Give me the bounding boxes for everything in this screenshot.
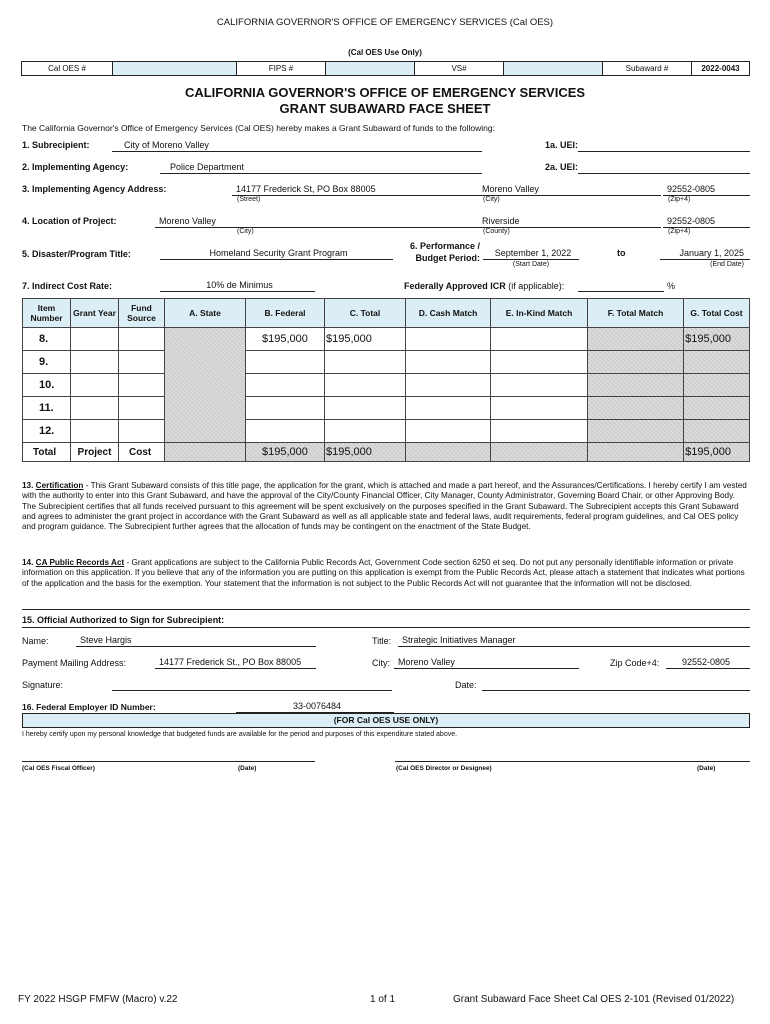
location-city-field[interactable]: Moreno Valley bbox=[155, 216, 480, 228]
col-grant-year: Grant Year bbox=[71, 299, 119, 328]
row-inkind-match[interactable] bbox=[491, 328, 588, 351]
form-title-line1: CALIFORNIA GOVERNOR'S OFFICE OF EMERGENCY SERVICES bbox=[184, 85, 586, 100]
row-cash-match[interactable] bbox=[406, 374, 491, 397]
row-inkind-match[interactable] bbox=[491, 420, 588, 443]
vs-field[interactable] bbox=[504, 62, 603, 76]
table-row bbox=[23, 351, 750, 374]
row-federal[interactable] bbox=[246, 420, 325, 443]
subrecipient-label: 1. Subrecipient: bbox=[22, 140, 90, 150]
row-total-cost bbox=[684, 420, 750, 443]
footer-page-number: 1 of 1 bbox=[370, 994, 396, 1005]
row-inkind-match[interactable] bbox=[491, 397, 588, 420]
row-grant-year[interactable] bbox=[71, 328, 119, 351]
date-caption-2: (Date) bbox=[697, 765, 716, 772]
icr-note: (if applicable): bbox=[508, 281, 565, 291]
street-caption: (Street) bbox=[237, 196, 261, 203]
row-federal[interactable]: $195,000 bbox=[246, 328, 325, 351]
title-field[interactable]: Strategic Initiatives Manager bbox=[398, 635, 750, 647]
program-label: 5. Disaster/Program Title: bbox=[22, 249, 131, 259]
uei1-label: 1a. UEI: bbox=[545, 140, 579, 150]
budget-header-row bbox=[23, 299, 750, 328]
col-state: A. State bbox=[165, 299, 246, 328]
records-paragraph bbox=[22, 558, 750, 589]
total-cash-match bbox=[406, 443, 491, 462]
records-number: 14. bbox=[22, 558, 36, 567]
certification-paragraph bbox=[22, 481, 750, 532]
zip-label: Zip Code+4: bbox=[610, 658, 660, 668]
row-inkind-match[interactable] bbox=[491, 351, 588, 374]
row-total-cost bbox=[684, 397, 750, 420]
cal-oes-num-label: Cal OES # bbox=[22, 62, 113, 76]
cal-oes-num-field[interactable] bbox=[113, 62, 237, 76]
cal-oes-use-table bbox=[21, 61, 750, 76]
row-grant-year[interactable] bbox=[71, 374, 119, 397]
title-label: Title: bbox=[372, 636, 392, 646]
col-cash-match: D. Cash Match bbox=[406, 299, 491, 328]
cost-label: Cost bbox=[119, 443, 165, 462]
address-city-field[interactable]: Moreno Valley bbox=[478, 184, 661, 196]
row-total[interactable] bbox=[325, 374, 406, 397]
table-row bbox=[23, 328, 750, 351]
row-item: 8. bbox=[23, 328, 71, 351]
certification-number: 13. bbox=[22, 481, 36, 490]
indirect-field[interactable]: 10% de Minimus bbox=[160, 280, 315, 292]
row-cash-match[interactable] bbox=[406, 420, 491, 443]
row-total-cost bbox=[684, 351, 750, 374]
name-field[interactable]: Steve Hargis bbox=[76, 635, 316, 647]
address-label: 3. Implementing Agency Address: bbox=[22, 184, 167, 194]
icr-field[interactable] bbox=[578, 280, 664, 292]
indirect-label: 7. Indirect Cost Rate: bbox=[22, 281, 113, 291]
performance-label: 6. Performance / bbox=[409, 241, 480, 251]
to-label: to bbox=[617, 248, 626, 258]
location-city-caption: (City) bbox=[237, 228, 254, 235]
intro-text: The California Governor's Office of Emergency Services (Cal OES) hereby makes a Grant Subaward of funds to the following: bbox=[22, 123, 495, 133]
records-title: CA Public Records Act bbox=[35, 558, 125, 567]
director-caption: (Cal OES Director or Designee) bbox=[396, 765, 492, 772]
col-total-match: F. Total Match bbox=[588, 299, 684, 328]
row-total-match bbox=[588, 328, 684, 351]
vs-label: VS# bbox=[415, 62, 504, 76]
total-label: Total bbox=[23, 443, 71, 462]
footer-form-id: FY 2022 HSGP FMFW (Macro) v.22 bbox=[18, 994, 178, 1005]
fein-label: 16. Federal Employer ID Number: bbox=[22, 702, 156, 712]
state-column-shaded bbox=[165, 328, 246, 443]
start-date-field[interactable]: September 1, 2022 bbox=[483, 248, 579, 260]
date-caption-1: (Date) bbox=[238, 765, 257, 772]
icr-label-group bbox=[404, 281, 564, 291]
agency-field[interactable]: Police Department bbox=[160, 162, 482, 174]
start-date-caption: (Start Date) bbox=[512, 261, 550, 268]
row-total[interactable]: $195,000 bbox=[325, 328, 406, 351]
date-label: Date: bbox=[455, 680, 477, 690]
row-total[interactable] bbox=[325, 351, 406, 374]
zip-caption: (Zip+4) bbox=[668, 196, 691, 203]
date-field[interactable] bbox=[482, 679, 750, 691]
total-total: $195,000 bbox=[325, 443, 406, 462]
name-label: Name: bbox=[22, 636, 49, 646]
agency-heading: CALIFORNIA GOVERNOR'S OFFICE OF EMERGENCY SERVICES (Cal OES) bbox=[216, 17, 554, 28]
footer-form-title: Grant Subaward Face Sheet Cal OES 2-101 (Revised 01/2022) bbox=[453, 994, 735, 1005]
row-total-match bbox=[588, 420, 684, 443]
program-field[interactable]: Homeland Security Grant Program bbox=[160, 248, 393, 260]
row-cash-match[interactable] bbox=[406, 397, 491, 420]
director-signature-line bbox=[395, 761, 750, 762]
signature-label: Signature: bbox=[22, 680, 64, 690]
total-federal: $195,000 bbox=[246, 443, 325, 462]
mailing-label: Payment Mailing Address: bbox=[22, 658, 127, 668]
table-row bbox=[23, 397, 750, 420]
mailing-field[interactable]: 14177 Frederick St., PO Box 88005 bbox=[155, 657, 316, 669]
row-cash-match[interactable] bbox=[406, 351, 491, 374]
row-fund-source[interactable] bbox=[119, 374, 165, 397]
city-field[interactable]: Moreno Valley bbox=[394, 657, 579, 669]
total-total-match bbox=[588, 443, 684, 462]
address-zip-field[interactable]: 92552-0805 bbox=[663, 184, 750, 196]
agency-label: 2. Implementing Agency: bbox=[22, 162, 129, 172]
certify-statement: I hereby certify upon my personal knowledge that budgeted funds are available for the period and purposes of this expenditure stated above. bbox=[22, 731, 458, 738]
col-inkind-match: E. In-Kind Match bbox=[491, 299, 588, 328]
col-item-number: Item Number bbox=[23, 299, 71, 328]
address-street-field[interactable]: 14177 Frederick St, PO Box 88005 bbox=[232, 184, 482, 196]
icr-percent: % bbox=[667, 281, 676, 291]
budget-period-label: Budget Period: bbox=[415, 253, 480, 263]
location-zip-field[interactable]: 92552-0805 bbox=[663, 216, 750, 228]
col-federal: B. Federal bbox=[246, 299, 325, 328]
row-item: 10. bbox=[23, 374, 71, 397]
location-county-field[interactable]: Riverside bbox=[478, 216, 661, 228]
records-text: - Grant applications are subject to the California Public Records Act, Government Code section 6250 et seq. Do not put any personally identifiable information or private information on this application. If you believe that any of the information you are putting on this application is exempt from the Public Records Act, please attach a statement that indicates what portions of the application and the basis for the exemption. Your statement that the information is not subject to the Public Records Act will not guarantee that the information will not be disclosed. bbox=[22, 558, 745, 588]
city-caption: (City) bbox=[483, 196, 500, 203]
signature-field[interactable] bbox=[112, 679, 392, 691]
table-row bbox=[23, 420, 750, 443]
row-total-match bbox=[588, 397, 684, 420]
row-cash-match[interactable] bbox=[406, 328, 491, 351]
col-total: C. Total bbox=[325, 299, 406, 328]
subaward-value[interactable]: 2022-0043 bbox=[692, 62, 750, 76]
total-row bbox=[23, 443, 750, 462]
row-federal[interactable] bbox=[246, 374, 325, 397]
subaward-label: Subaward # bbox=[603, 62, 692, 76]
row-total-match bbox=[588, 374, 684, 397]
col-total-cost: G. Total Cost bbox=[684, 299, 750, 328]
zip-field[interactable]: 92552-0805 bbox=[666, 657, 750, 669]
form-title-line2: GRANT SUBAWARD FACE SHEET bbox=[279, 101, 491, 116]
city-label: City: bbox=[372, 658, 390, 668]
total-state bbox=[165, 443, 246, 462]
fein-field[interactable]: 33-0076484 bbox=[236, 701, 394, 713]
fips-label: FIPS # bbox=[237, 62, 326, 76]
budget-table bbox=[22, 298, 750, 462]
row-grant-year[interactable] bbox=[71, 397, 119, 420]
row-item: 12. bbox=[23, 420, 71, 443]
fips-field[interactable] bbox=[326, 62, 415, 76]
location-zip-caption: (Zip+4) bbox=[668, 228, 691, 235]
certification-title: Certification bbox=[35, 481, 84, 490]
row-federal[interactable] bbox=[246, 351, 325, 374]
row-item: 9. bbox=[23, 351, 71, 374]
location-label: 4. Location of Project: bbox=[22, 216, 117, 226]
uei1-field[interactable] bbox=[578, 140, 750, 152]
row-grant-year[interactable] bbox=[71, 420, 119, 443]
cal-oes-use-only-bar: (FOR Cal OES USE ONLY) bbox=[22, 713, 750, 728]
row-total-match bbox=[588, 351, 684, 374]
row-fund-source[interactable] bbox=[119, 420, 165, 443]
row-total-cost: $195,000 bbox=[684, 328, 750, 351]
row-grant-year[interactable] bbox=[71, 351, 119, 374]
row-total[interactable] bbox=[325, 420, 406, 443]
county-caption: (County) bbox=[483, 228, 510, 235]
row-fund-source[interactable] bbox=[119, 328, 165, 351]
divider bbox=[22, 627, 750, 628]
fiscal-officer-caption: (Cal OES Fiscal Officer) bbox=[22, 765, 95, 772]
end-date-field[interactable]: January 1, 2025 bbox=[660, 248, 750, 260]
row-fund-source[interactable] bbox=[119, 351, 165, 374]
total-inkind-match bbox=[491, 443, 588, 462]
fiscal-signature-line bbox=[22, 761, 315, 762]
icr-label: Federally Approved ICR bbox=[404, 281, 506, 291]
certification-text: - This Grant Subaward consists of this title page, the application for the grant, which is attached and made a part hereof, and the Assurances/Certifications. I hereby certify I am vested with the authority to enter into this Grant Subaward, and have the approval of the City/County Financial Officer, City Manager, County Administrator, Governing Board Chair, or other Approving Body. The Subrecipient certifies that all funds received pursuant to this agreement will be spent exclusively on the purposes specified in the Grant Subaward. The Subrecipient accepts this Grant Subaward and agrees to administer the grant project in accordance with the Grant Subaward as well as all applicable state and federal laws, audit requirements, federal program guidelines, and Cal OES policy and program guidance. The Subrecipient further agrees that the allocation of funds may be contingent on the enactment of the State Budget. bbox=[22, 481, 747, 532]
end-date-caption: (End Date) bbox=[710, 261, 744, 268]
divider bbox=[22, 609, 750, 610]
use-only-label: (Cal OES Use Only) bbox=[348, 48, 422, 57]
uei2-label: 2a. UEI: bbox=[545, 162, 579, 172]
col-fund-source: Fund Source bbox=[119, 299, 165, 328]
row-item: 11. bbox=[23, 397, 71, 420]
project-label: Project bbox=[71, 443, 119, 462]
total-total-cost: $195,000 bbox=[684, 443, 750, 462]
official-heading: 15. Official Authorized to Sign for Subrecipient: bbox=[22, 615, 225, 625]
row-total-cost bbox=[684, 374, 750, 397]
row-federal[interactable] bbox=[246, 397, 325, 420]
subrecipient-field[interactable]: City of Moreno Valley bbox=[112, 140, 482, 152]
uei2-field[interactable] bbox=[578, 162, 750, 174]
row-fund-source[interactable] bbox=[119, 397, 165, 420]
table-row bbox=[23, 374, 750, 397]
row-total[interactable] bbox=[325, 397, 406, 420]
row-inkind-match[interactable] bbox=[491, 374, 588, 397]
